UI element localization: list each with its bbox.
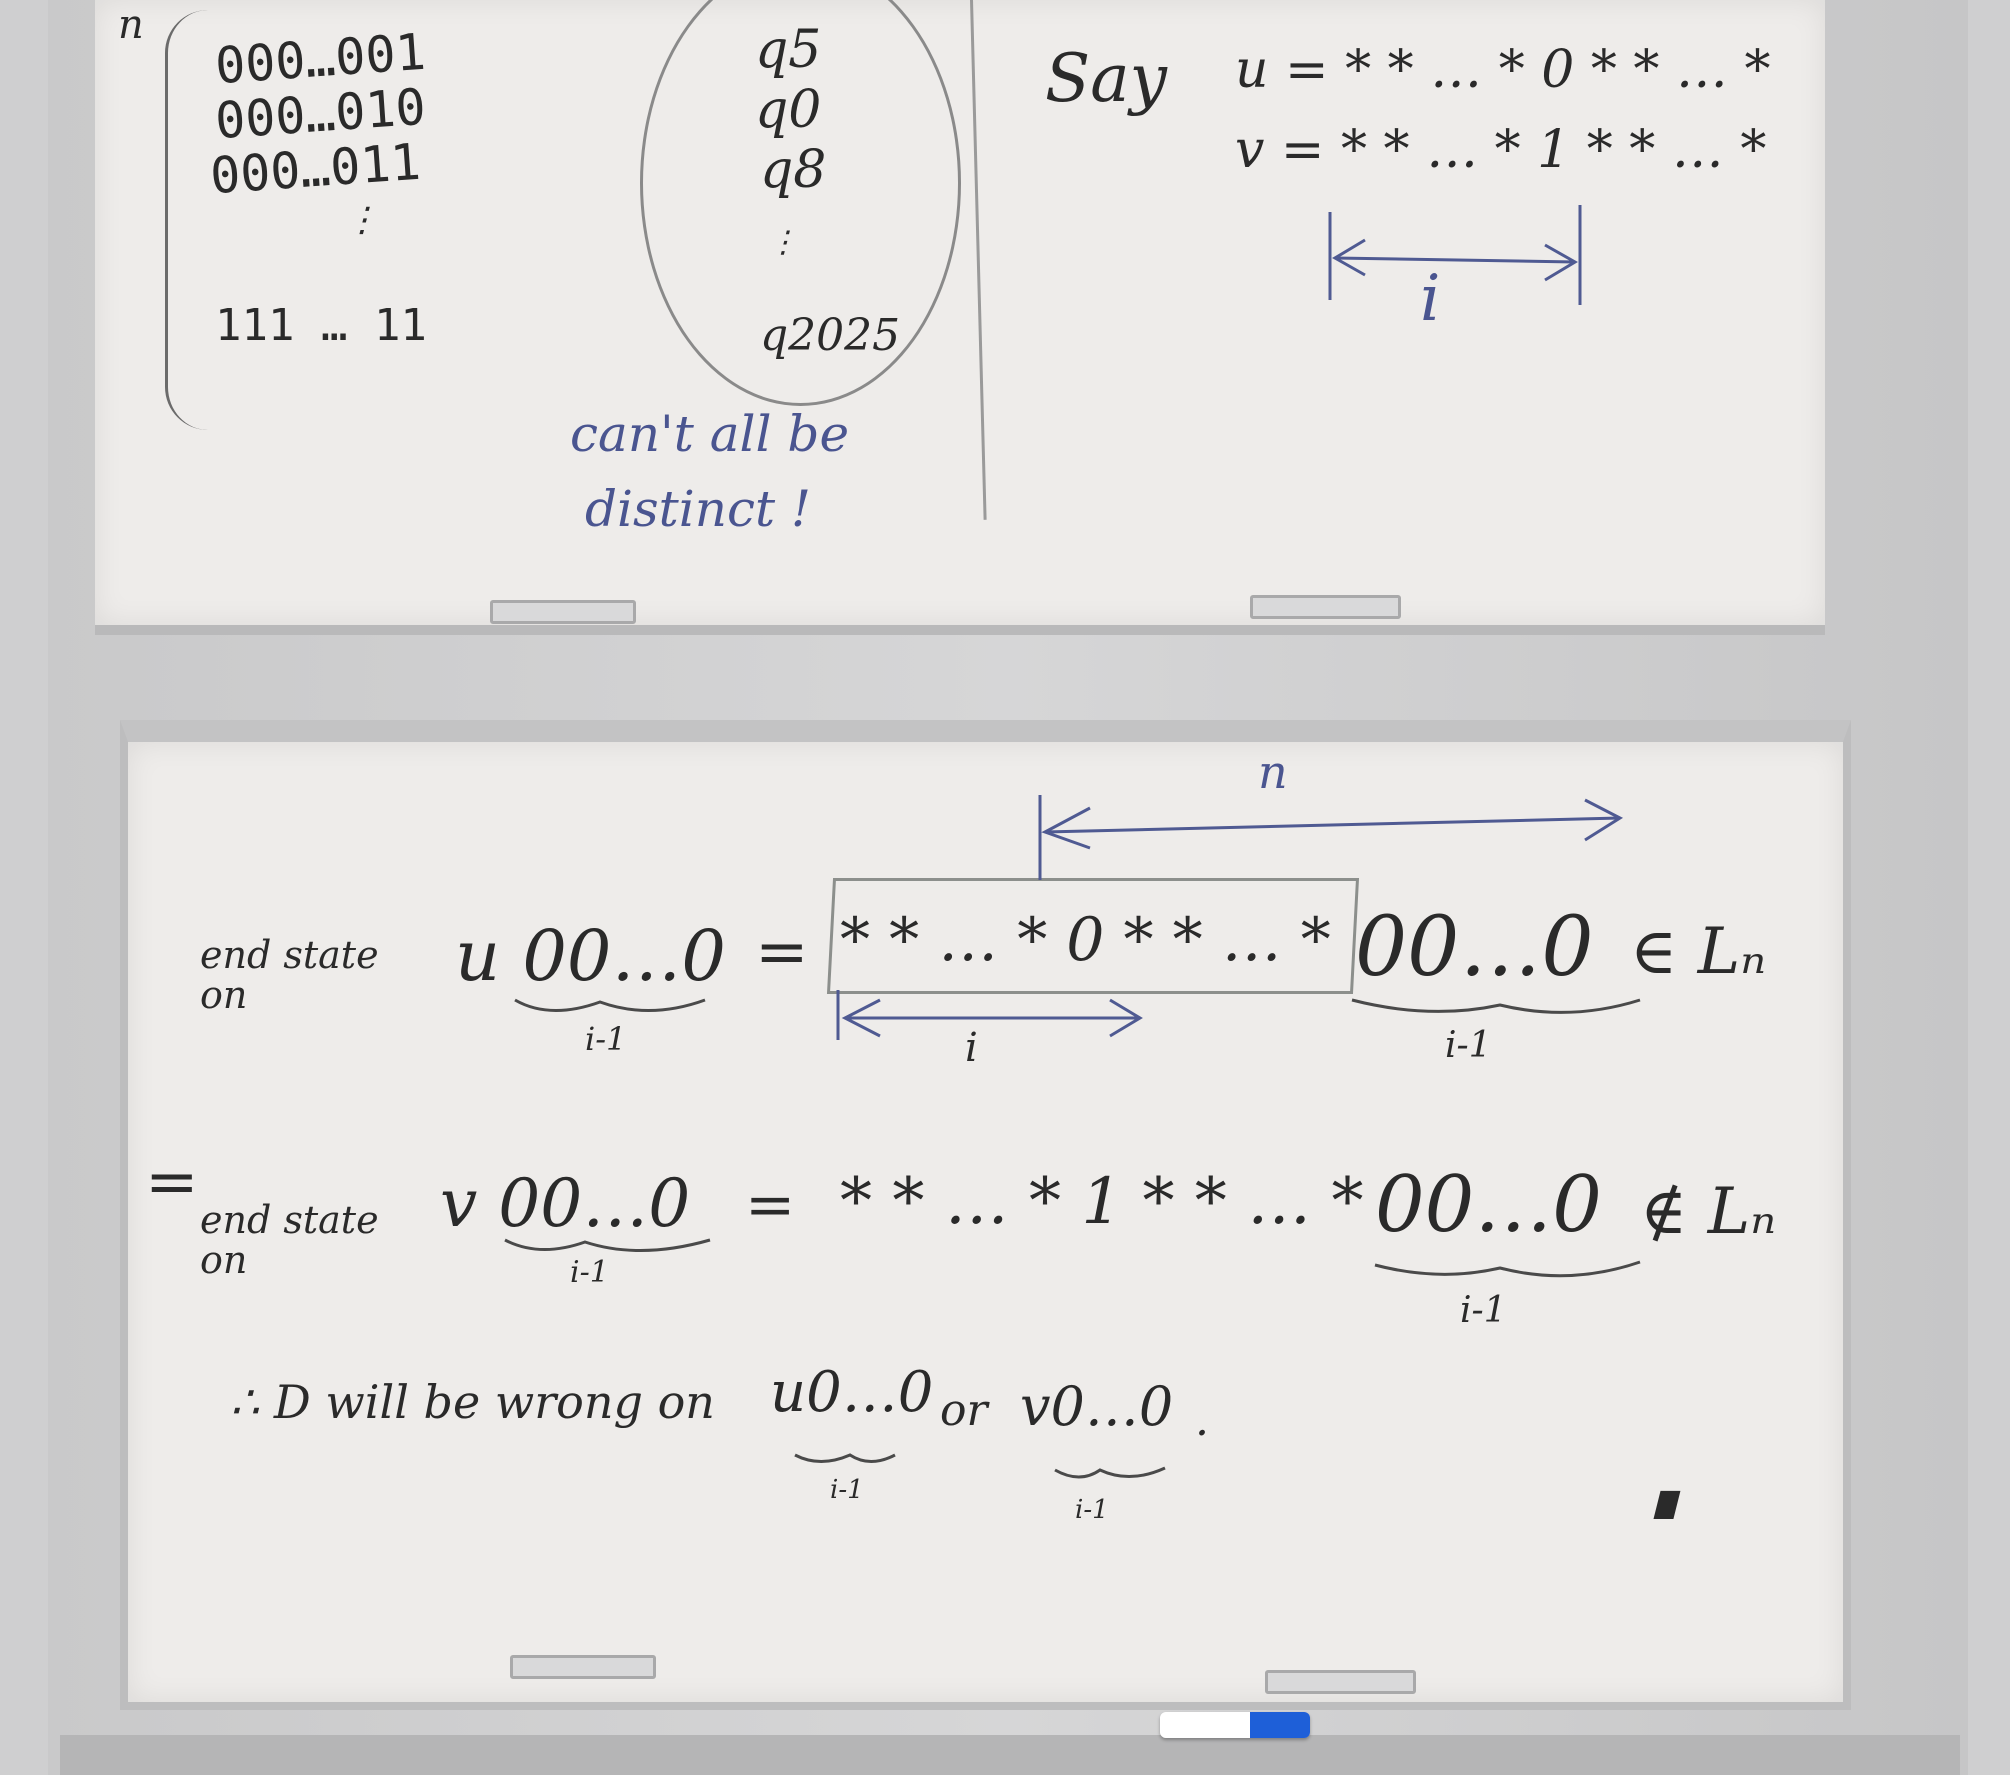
line1-end-state-on: end state on	[200, 933, 379, 1017]
line2-v-subscript: i-1	[570, 1255, 609, 1290]
line3-v-zeros: v0…0	[1020, 1375, 1174, 1438]
state-q8: q8	[760, 140, 827, 200]
board-ledge	[60, 1735, 1960, 1775]
note-distinct: distinct !	[585, 480, 812, 538]
line3-period: .	[1195, 1395, 1209, 1446]
n-label-bottom: n	[1258, 745, 1288, 799]
line2-end-state-on: end state on	[200, 1198, 379, 1282]
line1-u-zeros: u 00…0	[455, 915, 726, 997]
underbrace-line3-u	[795, 1455, 895, 1462]
line1-tail-subscript: i-1	[1445, 1025, 1492, 1066]
line1-in-Ln: ∈ Lₙ	[1630, 915, 1767, 989]
binary-string-1: 000…001	[213, 22, 428, 96]
i-arrow-top	[1335, 258, 1575, 262]
line1-boxed-prefix: * * … * 0 * * … *	[840, 905, 1331, 975]
line3-v-subscript: i-1	[1075, 1495, 1109, 1525]
u-definition: u = * * … * 0 * * … *	[1235, 40, 1771, 100]
line1-tail-zeros: 00…0	[1355, 900, 1594, 995]
line1-equals: =	[755, 915, 809, 989]
line3-u-subscript: i-1	[830, 1475, 864, 1505]
line2-tail-subscript: i-1	[1460, 1290, 1507, 1331]
line2-equals: =	[745, 1170, 796, 1240]
note-cant-all-be: can't all be	[570, 405, 850, 463]
state-q5: q5	[755, 20, 822, 80]
whiteboard-marker	[1160, 1712, 1310, 1738]
binary-string-ellipsis: ⋮	[345, 200, 379, 240]
state-ellipsis: ⋮	[768, 225, 798, 260]
n-arrow	[1045, 818, 1620, 832]
line1-i-label: i	[965, 1025, 978, 1071]
line2-tail-zeros: 00…0	[1375, 1160, 1602, 1250]
binary-string-last: 111 … 11	[215, 300, 427, 351]
v-definition: v = * * … * 1 * * … *	[1235, 120, 1767, 180]
line2-not-in-Ln: ∉ Lₙ	[1640, 1175, 1777, 1249]
underbrace-line1-tail	[1352, 1000, 1640, 1012]
n-arrow-head-left	[1045, 808, 1090, 848]
underbrace-line1-u	[515, 1000, 705, 1011]
line2-body: * * … * 1 * * … *	[840, 1165, 1364, 1239]
state-q2025: q2025	[760, 310, 901, 361]
line3-therefore: ∴ D will be wrong on	[230, 1375, 715, 1429]
line2-equals-prefix: =	[145, 1145, 199, 1219]
binary-string-3: 000…011	[208, 132, 423, 206]
line2-v-zeros: v 00…0	[440, 1165, 691, 1242]
line3-or: or	[940, 1385, 988, 1436]
line3-u-zeros: u0…0	[770, 1360, 934, 1425]
line1-u-subscript: i-1	[585, 1020, 627, 1058]
state-q0: q0	[755, 80, 822, 140]
qed-mark: ∎	[1645, 1465, 1682, 1533]
label-n: n	[118, 2, 144, 48]
say-label: Say	[1045, 40, 1167, 117]
underbrace-line2-v	[505, 1240, 710, 1251]
binary-string-2: 000…010	[213, 77, 428, 151]
underbrace-line2-tail	[1375, 1262, 1640, 1276]
i-label-top: i	[1420, 262, 1441, 336]
underbrace-line3-v	[1055, 1468, 1165, 1477]
